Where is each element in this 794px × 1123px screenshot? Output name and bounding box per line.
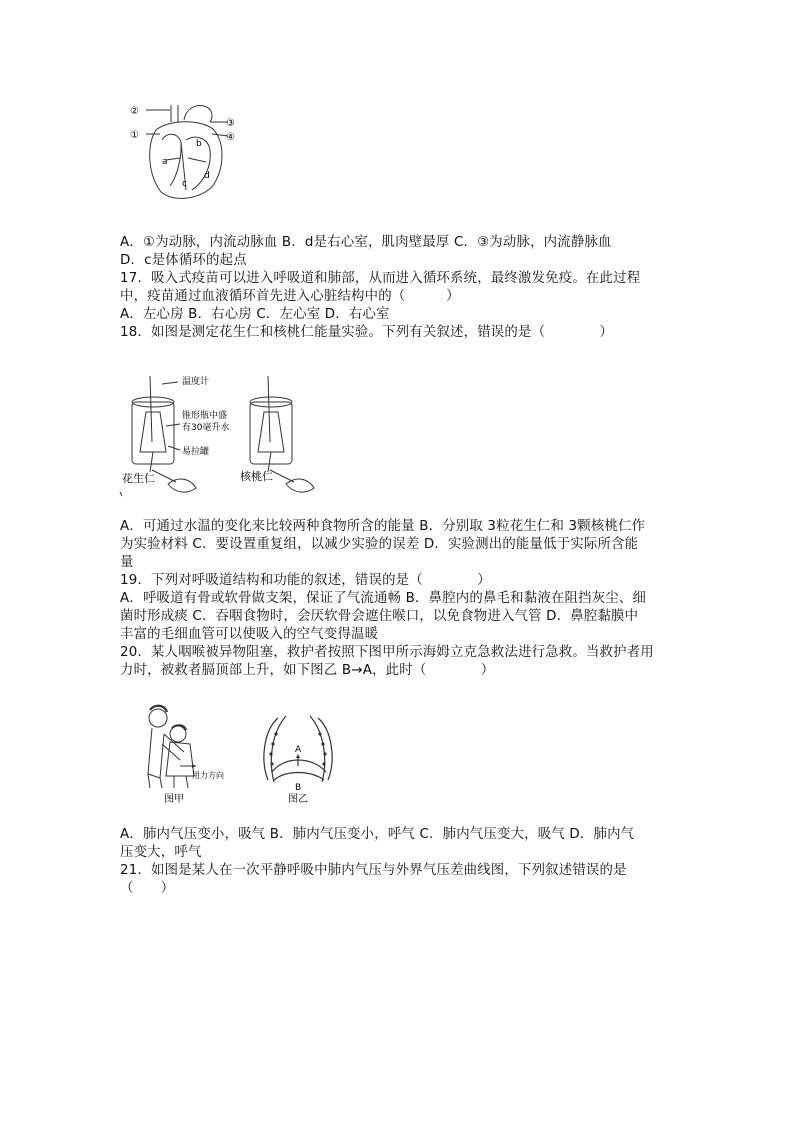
q18-options-line-1: A．可通过水温的变化来比较两种食物所含的能量 B．分别取 3粒花生仁和 3颗核桃仁作 xyxy=(120,519,646,534)
q18-options-line-2: 为实验材料 C．要设置重复组，以减少实验的误差 D．实验测出的能量低于实际所含能 xyxy=(120,537,639,552)
q20-options-line-1: A．肺内气压变小，吸气 B．肺内气压变小，呼气 C．肺内气压变大，吸气 D．肺内气 xyxy=(120,827,635,842)
q19-stem: 19．下列对呼吸道结构和功能的叙述，错误的是（ ） xyxy=(120,573,491,588)
heart-label-b: b xyxy=(196,139,202,149)
food-energy-experiment-figure xyxy=(118,372,318,500)
q19-options-line-2: 菌时形成痰 C．吞咽食物时，会厌软骨会遮住喉口，以免食物进入气管 D．鼻腔黏膜中 xyxy=(120,609,639,624)
flask-note-line-2: 有30毫升水 xyxy=(182,423,230,433)
heart-label-d: d xyxy=(204,171,210,181)
heart-label-2: ② xyxy=(130,106,139,117)
q16-options-line-2: D．c是体循环的起点 xyxy=(120,253,247,268)
heart-label-a: a xyxy=(162,157,168,167)
q20-stem-line-2: 力时，被救者膈顶部上升，如下图乙 B→A，此时（ ） xyxy=(120,663,495,678)
walnut-label: 核桃仁 xyxy=(240,470,273,483)
heart-diagram xyxy=(126,100,246,206)
heart-label-1: ① xyxy=(130,130,139,141)
heimlich-figure-a xyxy=(134,704,244,804)
heart-label-4: ④ xyxy=(226,132,235,143)
q17-options: A．左心房 B．右心房 C．左心室 D．右心室 xyxy=(120,307,390,322)
can-label: 易拉罐 xyxy=(182,447,210,457)
q20-stem-line-1: 20．某人咽喉被异物阻塞，救护者按照下图甲所示海姆立克急救法进行急救。当救护者用 xyxy=(120,645,654,660)
diaphragm-mark-a: A xyxy=(295,745,302,755)
diaphragm-mark-b: B xyxy=(295,783,302,793)
q17-stem-line-2: 中，疫苗通过血液循环首先进入心脏结构中的（ ） xyxy=(120,289,460,304)
peanut-label: 花生仁 xyxy=(122,472,155,485)
q21-stem-line-1: 21．如图是某人在一次平静呼吸中肺内气压与外界气压差曲线图，下列叙述错误的是 xyxy=(120,863,627,878)
force-direction-label: 用力方向 xyxy=(192,771,224,780)
q19-options-line-3: 丰富的毛细血管可以使吸入的空气变得温暖 xyxy=(120,627,379,642)
q20-options-line-2: 压变大，呼气 xyxy=(120,845,202,860)
q16-options-line-1: A．①为动脉，内流动脉血 B．d是右心室，肌肉壁最厚 C．③为动脉，内流静脉血 xyxy=(120,235,612,250)
thermometer-label: 温度计 xyxy=(182,377,210,387)
diaphragm-figure-b xyxy=(256,710,346,804)
figure-a-caption: 图甲 xyxy=(164,794,184,804)
q21-stem-line-2: （ ） xyxy=(120,881,175,896)
figure-b-caption: 图乙 xyxy=(288,794,308,804)
heart-label-c: c xyxy=(182,179,187,189)
q18-stem: 18．如图是测定花生仁和核桃仁能量实验。下列有关叙述，错误的是（ ） xyxy=(120,325,614,340)
q18-options-line-3: 量 xyxy=(120,555,134,570)
flask-note-line-1: 锥形瓶中盛 xyxy=(182,411,228,421)
heart-label-3: ③ xyxy=(226,118,235,129)
q17-stem-line-1: 17．吸入式疫苗可以进入呼吸道和肺部，从而进入循环系统，最终激发免疫。在此过程 xyxy=(120,271,641,286)
q19-options-line-1: A．呼吸道有骨或软骨做支架，保证了气流通畅 B．鼻腔内的鼻毛和黏液在阻挡灰尘、细 xyxy=(120,591,647,606)
